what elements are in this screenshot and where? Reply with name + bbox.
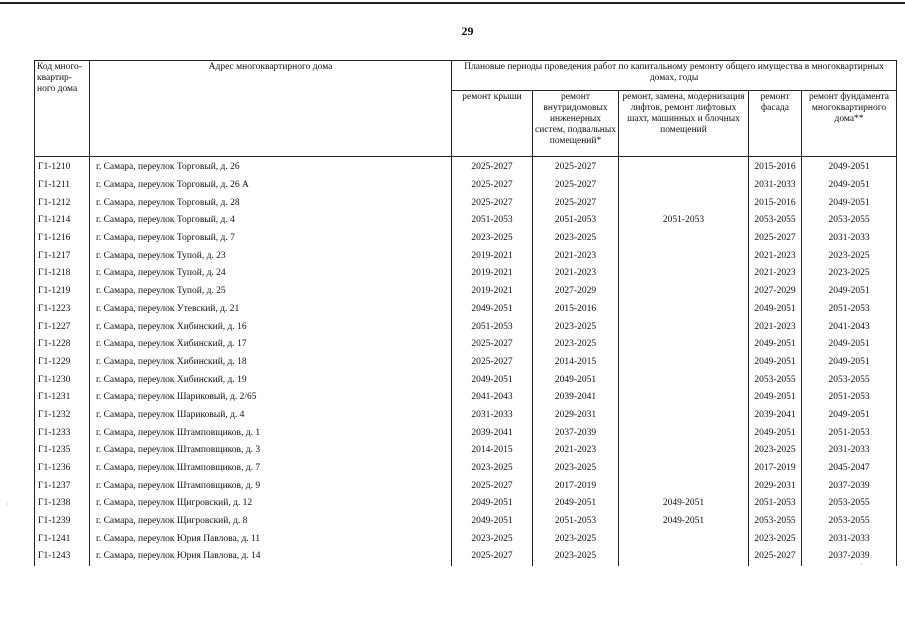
cell-systems: 2021-2023	[533, 247, 619, 265]
cell-code: Г1-1230	[35, 371, 90, 389]
cell-systems: 2023-2025	[533, 336, 619, 354]
cell-address: г. Самара, переулок Тупой, д. 25	[90, 283, 452, 301]
cell-roof: 2025-2027	[452, 477, 533, 495]
cell-lifts	[619, 265, 749, 283]
cell-systems: 2027-2029	[533, 283, 619, 301]
cell-address: г. Самара, переулок Хибинский, д. 18	[90, 354, 452, 372]
cell-facade: 2015-2016	[749, 194, 802, 212]
cell-roof: 2031-2033	[452, 407, 533, 425]
page-number: 29	[461, 24, 474, 38]
cell-lifts	[619, 301, 749, 319]
header-roof: ремонт крыши	[452, 91, 533, 157]
cell-lifts	[619, 157, 749, 177]
cell-lifts	[619, 460, 749, 478]
cell-address: г. Самара, переулок Щигровский, д. 8	[90, 513, 452, 531]
cell-foundation: 2049-2051	[802, 157, 897, 177]
cell-systems: 2023-2025	[533, 318, 619, 336]
table-row	[35, 177, 897, 195]
cell-facade: 2049-2051	[749, 336, 802, 354]
cell-foundation: 2053-2055	[802, 495, 897, 513]
cell-code: Г1-1232	[35, 407, 90, 425]
cell-facade: 2029-2031	[749, 477, 802, 495]
cell-roof: 2041-2043	[452, 389, 533, 407]
cell-foundation: 2049-2051	[802, 283, 897, 301]
cell-roof: 2023-2025	[452, 230, 533, 248]
cell-roof: 2049-2051	[452, 371, 533, 389]
table-row	[35, 212, 897, 230]
cell-code: Г1-1236	[35, 460, 90, 478]
cell-code: Г1-1235	[35, 442, 90, 460]
cell-foundation: 2051-2053	[802, 389, 897, 407]
cell-code: Г1-1216	[35, 230, 90, 248]
cell-foundation: 2049-2051	[802, 336, 897, 354]
cell-code: Г1-1229	[35, 354, 90, 372]
cell-foundation: 2051-2053	[802, 424, 897, 442]
cell-lifts	[619, 477, 749, 495]
cell-roof: 2051-2053	[452, 212, 533, 230]
cell-facade: 2049-2051	[749, 389, 802, 407]
table-row	[35, 460, 897, 478]
cell-code: Г1-1217	[35, 247, 90, 265]
header-address: Адрес многоквартирного дома	[90, 61, 452, 157]
cell-facade: 2025-2027	[749, 548, 802, 566]
table-body	[35, 157, 897, 566]
cell-address: г. Самара, переулок Юрия Павлова, д. 11	[90, 530, 452, 548]
capital-repair-schedule-table	[34, 60, 897, 566]
cell-systems: 2049-2051	[533, 371, 619, 389]
cell-lifts	[619, 318, 749, 336]
cell-foundation: 2053-2055	[802, 513, 897, 531]
cell-facade: 2015-2016	[749, 157, 802, 177]
table-row	[35, 283, 897, 301]
cell-facade: 2053-2055	[749, 513, 802, 531]
table-row	[35, 230, 897, 248]
cell-facade: 2053-2055	[749, 371, 802, 389]
cell-foundation: 2051-2053	[802, 301, 897, 319]
header-periods: Плановые периоды проведения работ по капитальному ремонту общего имущества в многоквартирных домах, годы	[452, 61, 897, 91]
cell-code: Г1-1210	[35, 157, 90, 177]
cell-systems: 2023-2025	[533, 460, 619, 478]
cell-facade: 2031-2033	[749, 177, 802, 195]
cell-foundation: 2049-2051	[802, 407, 897, 425]
cell-roof: 2019-2021	[452, 247, 533, 265]
cell-facade: 2051-2053	[749, 495, 802, 513]
cell-lifts	[619, 354, 749, 372]
cell-code: Г1-1243	[35, 548, 90, 566]
cell-foundation: 2053-2055	[802, 371, 897, 389]
cell-lifts	[619, 548, 749, 566]
cell-code: Г1-1239	[35, 513, 90, 531]
cell-facade: 2021-2023	[749, 265, 802, 283]
cell-code: Г1-1231	[35, 389, 90, 407]
cell-systems: 2049-2051	[533, 495, 619, 513]
cell-lifts	[619, 247, 749, 265]
cell-code: Г1-1212	[35, 194, 90, 212]
cell-systems: 2021-2023	[533, 265, 619, 283]
table-row	[35, 247, 897, 265]
cell-address: г. Самара, переулок Шариковый, д. 2/65	[90, 389, 452, 407]
table-row	[35, 318, 897, 336]
cell-address: г. Самара, переулок Торговый, д. 28	[90, 194, 452, 212]
cell-systems: 2023-2025	[533, 230, 619, 248]
cell-roof: 2025-2027	[452, 194, 533, 212]
cell-systems: 2037-2039	[533, 424, 619, 442]
cell-foundation: 2049-2051	[802, 194, 897, 212]
header-code: Код много-квартир-ного дома	[35, 61, 90, 157]
table-row	[35, 194, 897, 212]
cell-systems: 2015-2016	[533, 301, 619, 319]
cell-address: г. Самара, переулок Юрия Павлова, д. 14	[90, 548, 452, 566]
cell-lifts	[619, 336, 749, 354]
cell-address: г. Самара, переулок Торговый, д. 4	[90, 212, 452, 230]
cell-address: г. Самара, переулок Щигровский, д. 12	[90, 495, 452, 513]
cell-address: г. Самара, переулок Торговый, д. 7	[90, 230, 452, 248]
cell-facade: 2023-2025	[749, 442, 802, 460]
cell-code: Г1-1237	[35, 477, 90, 495]
cell-roof: 2019-2021	[452, 265, 533, 283]
cell-lifts	[619, 177, 749, 195]
cell-code: Г1-1218	[35, 265, 90, 283]
header-lifts: ремонт, замена, модернизация лифтов, ремонт лифтовых шахт, машинных и блочных помещений	[619, 91, 749, 157]
cell-facade: 2039-2041	[749, 407, 802, 425]
top-border-line	[0, 2, 905, 4]
cell-systems: 2051-2053	[533, 513, 619, 531]
cell-code: Г1-1223	[35, 301, 90, 319]
cell-facade: 2021-2023	[749, 247, 802, 265]
cell-foundation: 2037-2039	[802, 548, 897, 566]
cell-roof: 2023-2025	[452, 530, 533, 548]
table-row	[35, 301, 897, 319]
cell-code: Г1-1233	[35, 424, 90, 442]
cell-systems: 2014-2015	[533, 354, 619, 372]
cell-foundation: 2023-2025	[802, 265, 897, 283]
cell-lifts	[619, 283, 749, 301]
table-row	[35, 389, 897, 407]
table-row	[35, 407, 897, 425]
cell-roof: 2051-2053	[452, 318, 533, 336]
cell-code: Г1-1238	[35, 495, 90, 513]
scan-speck: ·	[860, 560, 863, 569]
cell-roof: 2049-2051	[452, 301, 533, 319]
cell-roof: 2049-2051	[452, 495, 533, 513]
cell-address: г. Самара, переулок Штамповщиков, д. 9	[90, 477, 452, 495]
cell-lifts	[619, 194, 749, 212]
cell-systems: 2051-2053	[533, 212, 619, 230]
cell-roof: 2025-2027	[452, 177, 533, 195]
cell-code: Г1-1214	[35, 212, 90, 230]
cell-systems: 2025-2027	[533, 157, 619, 177]
table-row	[35, 336, 897, 354]
table-row	[35, 424, 897, 442]
cell-address: г. Самара, переулок Штамповщиков, д. 7	[90, 460, 452, 478]
cell-systems: 2029-2031	[533, 407, 619, 425]
cell-facade: 2049-2051	[749, 301, 802, 319]
cell-systems: 2039-2041	[533, 389, 619, 407]
header-foundation: ремонт фундамента многоквартирного дома**	[802, 91, 897, 157]
cell-address: г. Самара, переулок Торговый, д. 26 А	[90, 177, 452, 195]
cell-address: г. Самара, переулок Хибинский, д. 16	[90, 318, 452, 336]
cell-roof: 2049-2051	[452, 513, 533, 531]
cell-foundation: 2053-2055	[802, 212, 897, 230]
cell-address: г. Самара, переулок Торговый, д. 26	[90, 157, 452, 177]
table-row	[35, 530, 897, 548]
table-row	[35, 157, 897, 177]
cell-code: Г1-1211	[35, 177, 90, 195]
cell-roof: 2025-2027	[452, 336, 533, 354]
cell-address: г. Самара, переулок Хибинский, д. 17	[90, 336, 452, 354]
cell-roof: 2039-2041	[452, 424, 533, 442]
table-row	[35, 495, 897, 513]
header-systems: ремонт внутридомовых инженерных систем, подвальных помещений*	[533, 91, 619, 157]
cell-address: г. Самара, переулок Штамповщиков, д. 1	[90, 424, 452, 442]
header-facade: ремонт фасада	[749, 91, 802, 157]
scan-speck: ·	[6, 500, 9, 509]
cell-facade: 2027-2029	[749, 283, 802, 301]
table-row	[35, 442, 897, 460]
cell-systems: 2025-2027	[533, 194, 619, 212]
cell-facade: 2049-2051	[749, 354, 802, 372]
cell-roof: 2025-2027	[452, 157, 533, 177]
cell-facade: 2021-2023	[749, 318, 802, 336]
cell-foundation: 2045-2047	[802, 460, 897, 478]
cell-facade: 2023-2025	[749, 530, 802, 548]
cell-foundation: 2031-2033	[802, 230, 897, 248]
cell-lifts: 2049-2051	[619, 513, 749, 531]
cell-address: г. Самара, переулок Тупой, д. 23	[90, 247, 452, 265]
cell-roof: 2025-2027	[452, 548, 533, 566]
cell-lifts: 2051-2053	[619, 212, 749, 230]
cell-code: Г1-1241	[35, 530, 90, 548]
table-row	[35, 513, 897, 531]
table-row	[35, 354, 897, 372]
cell-facade: 2049-2051	[749, 424, 802, 442]
cell-roof: 2019-2021	[452, 283, 533, 301]
table-row	[35, 371, 897, 389]
cell-foundation: 2037-2039	[802, 477, 897, 495]
cell-foundation: 2031-2033	[802, 442, 897, 460]
cell-systems: 2023-2025	[533, 548, 619, 566]
cell-lifts	[619, 424, 749, 442]
cell-facade: 2025-2027	[749, 230, 802, 248]
cell-facade: 2053-2055	[749, 212, 802, 230]
cell-address: г. Самара, переулок Хибинский, д. 19	[90, 371, 452, 389]
cell-lifts	[619, 442, 749, 460]
cell-lifts	[619, 371, 749, 389]
cell-foundation: 2049-2051	[802, 354, 897, 372]
cell-roof: 2023-2025	[452, 460, 533, 478]
cell-address: г. Самара, переулок Тупой, д. 24	[90, 265, 452, 283]
cell-address: г. Самара, переулок Штамповщиков, д. 3	[90, 442, 452, 460]
cell-lifts	[619, 530, 749, 548]
cell-systems: 2025-2027	[533, 177, 619, 195]
cell-code: Г1-1228	[35, 336, 90, 354]
cell-lifts	[619, 389, 749, 407]
cell-code: Г1-1219	[35, 283, 90, 301]
cell-foundation: 2023-2025	[802, 247, 897, 265]
cell-foundation: 2031-2033	[802, 530, 897, 548]
cell-roof: 2025-2027	[452, 354, 533, 372]
cell-systems: 2021-2023	[533, 442, 619, 460]
table-row	[35, 265, 897, 283]
cell-roof: 2014-2015	[452, 442, 533, 460]
cell-foundation: 2041-2043	[802, 318, 897, 336]
table-row	[35, 548, 897, 566]
cell-address: г. Самара, переулок Шариковый, д. 4	[90, 407, 452, 425]
cell-code: Г1-1227	[35, 318, 90, 336]
cell-facade: 2017-2019	[749, 460, 802, 478]
table-row	[35, 477, 897, 495]
cell-systems: 2023-2025	[533, 530, 619, 548]
cell-lifts: 2049-2051	[619, 495, 749, 513]
cell-lifts	[619, 230, 749, 248]
cell-systems: 2017-2019	[533, 477, 619, 495]
cell-foundation: 2049-2051	[802, 177, 897, 195]
cell-lifts	[619, 407, 749, 425]
cell-address: г. Самара, переулок Утевский, д. 21	[90, 301, 452, 319]
